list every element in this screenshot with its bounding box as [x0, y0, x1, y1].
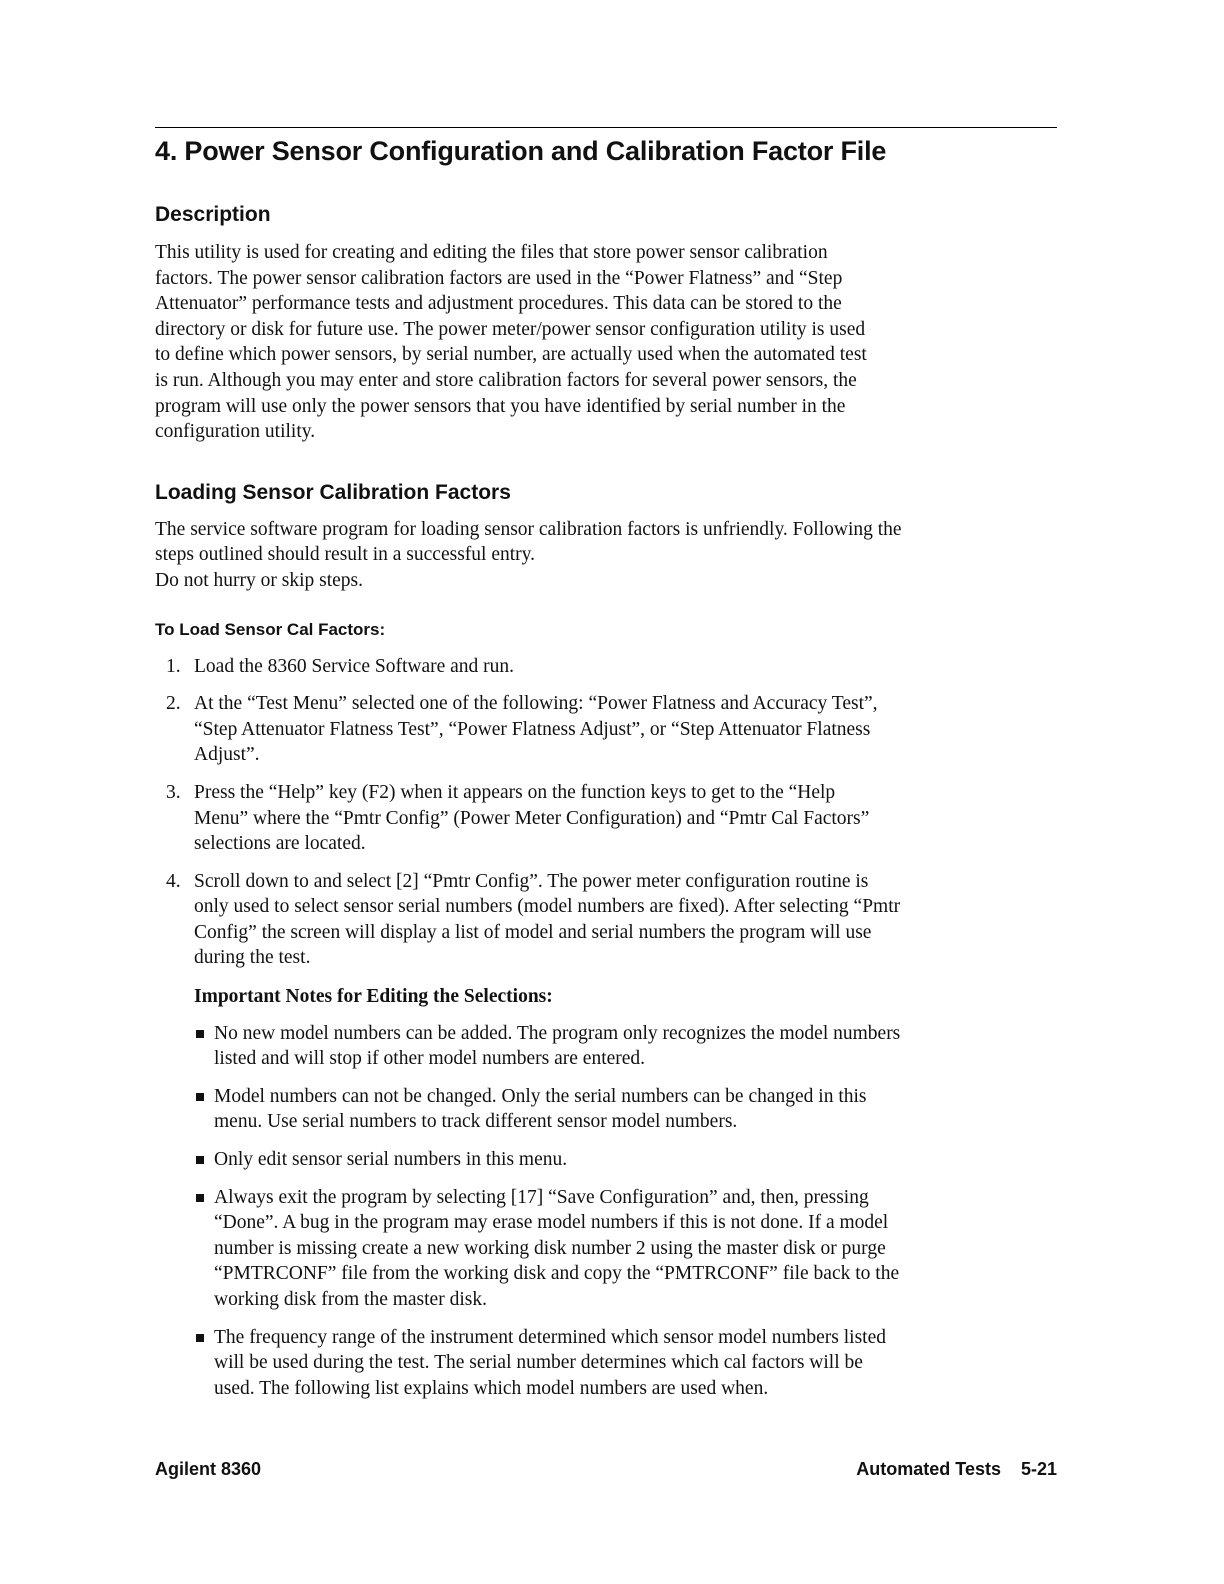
- step-line: Config” the screen will display a list of model and serial numbers the program will use: [194, 921, 872, 943]
- to-load-heading: To Load Sensor Cal Factors:: [155, 619, 386, 639]
- step-number: 1.: [166, 655, 181, 677]
- step-item: [155, 654, 1057, 680]
- step-line: Load the 8360 Service Software and run.: [194, 655, 515, 677]
- note-line: Model numbers can not be changed. Only the serial numbers can be changed in this: [214, 1085, 867, 1107]
- note-line: working disk from the master disk.: [214, 1289, 487, 1310]
- step-line: Press the “Help” key (F2) when it appears on the function keys to get to the “Help: [194, 781, 836, 803]
- note-item: [194, 1021, 1057, 1072]
- square-bullet-icon: [196, 1194, 204, 1202]
- step-line: At the “Test Menu” selected one of the following: “Power Flatness and Accuracy Test”,: [194, 693, 878, 715]
- step-line: Adjust”.: [194, 744, 260, 766]
- description-paragraph: [155, 240, 1057, 445]
- description-heading: Description: [155, 203, 271, 226]
- footer-product: Agilent 8360: [155, 1459, 262, 1479]
- step-item: [155, 691, 1057, 768]
- step-number: 2.: [166, 693, 181, 715]
- description-line: Attenuator” performance tests and adjustment procedures. This data can be stored to the: [155, 293, 842, 315]
- loading-line: Do not hurry or skip steps.: [155, 569, 363, 591]
- step-item: [155, 869, 1057, 1402]
- square-bullet-icon: [196, 1093, 204, 1101]
- description-line: to define which power sensors, by serial number, are actually used when the automated test: [155, 344, 867, 366]
- note-line: Only edit sensor serial numbers in this menu.: [214, 1149, 568, 1171]
- square-bullet-icon: [196, 1334, 204, 1342]
- note-line: will be used during the test. The serial number determines which cal factors will be: [214, 1352, 863, 1374]
- top-rule: [155, 127, 1057, 128]
- step-line: during the test.: [194, 947, 311, 969]
- note-line: number is missing create a new working disk number 2 using the master disk or purge: [214, 1237, 886, 1259]
- step-line: Menu” where the “Pmtr Config” (Power Meter Configuration) and “Pmtr Cal Factors”: [194, 807, 870, 829]
- note-line: listed and will stop if other model numbers are entered.: [214, 1048, 646, 1070]
- page-body: [155, 127, 1057, 1413]
- note-item: [194, 1325, 1057, 1402]
- note-line: “PMTRCONF” file from the working disk and copy the “PMTRCONF” file back to the: [214, 1263, 900, 1285]
- description-line: is run. Although you may enter and store calibration factors for several power sensors, the: [155, 369, 857, 391]
- loading-line: steps outlined should result in a successful entry.: [155, 544, 536, 566]
- square-bullet-icon: [196, 1156, 204, 1164]
- notes-heading: Important Notes for Editing the Selections:: [194, 986, 553, 1008]
- loading-heading: Loading Sensor Calibration Factors: [155, 480, 511, 504]
- page-title: 4. Power Sensor Configuration and Calibration Factor File: [155, 136, 887, 166]
- step-item: [155, 780, 1057, 857]
- note-line: No new model numbers can be added. The program only recognizes the model numbers: [214, 1022, 901, 1044]
- note-item: [194, 1084, 1057, 1135]
- note-line: used. The following list explains which model numbers are used when.: [214, 1377, 769, 1399]
- description-line: factors. The power sensor calibration factors are used in the “Power Flatness” and “Step: [155, 267, 843, 289]
- step-line: only used to select sensor serial numbers (model numbers are fixed). After selecting “Pmtr: [194, 896, 901, 918]
- note-line: Always exit the program by selecting [17] “Save Configuration” and, then, pressing: [214, 1186, 869, 1208]
- step-line: Scroll down to and select [2] “Pmtr Config”. The power meter configuration routine is: [194, 870, 869, 892]
- note-item: [194, 1147, 1057, 1173]
- step-number: 3.: [166, 781, 181, 803]
- footer-right: [836, 1459, 1057, 1480]
- loading-line: The service software program for loading sensor calibration factors is unfriendly. Following the: [155, 518, 902, 540]
- description-line: program will use only the power sensors that you have identified by serial number in the: [155, 395, 846, 417]
- description-line: directory or disk for future use. The power meter/power sensor configuration utility is used: [155, 318, 866, 340]
- note-line: The frequency range of the instrument determined which sensor model numbers listed: [214, 1326, 887, 1348]
- note-line: menu. Use serial numbers to track different sensor model numbers.: [214, 1111, 738, 1133]
- loading-paragraph: [155, 517, 1057, 594]
- footer-section: Automated Tests: [856, 1459, 1001, 1479]
- notes-list: [194, 1021, 1057, 1402]
- step-line: selections are located.: [194, 833, 366, 855]
- footer-page-number: 5-21: [1020, 1459, 1057, 1479]
- description-line: configuration utility.: [155, 421, 316, 443]
- step-line: “Step Attenuator Flatness Test”, “Power Flatness Adjust”, or “Step Attenuator Flatness: [194, 718, 871, 740]
- note-line: “Done”. A bug in the program may erase model numbers if this is not done. If a model: [214, 1212, 889, 1234]
- step-number: 4.: [166, 870, 181, 892]
- note-item: [194, 1185, 1057, 1313]
- description-line: This utility is used for creating and editing the files that store power sensor calibration: [155, 242, 828, 263]
- square-bullet-icon: [196, 1030, 204, 1038]
- steps-list: [155, 654, 1057, 1402]
